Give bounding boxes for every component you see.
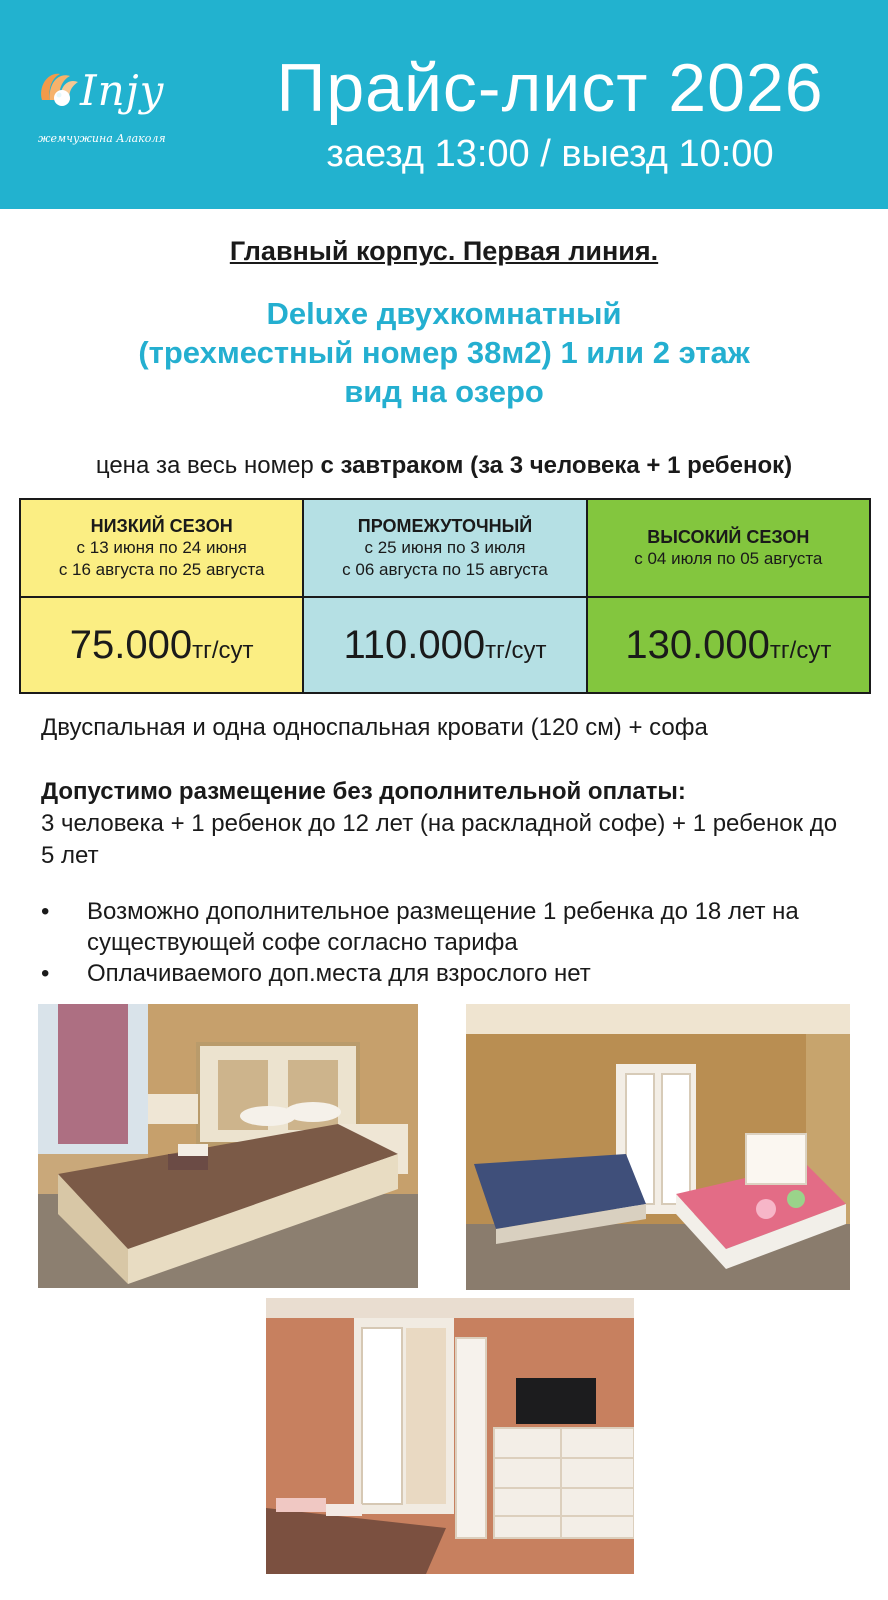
section-title: Главный корпус. Первая линия.: [229, 236, 659, 266]
price-note: [0, 452, 888, 480]
pearl-shell-icon: [36, 64, 86, 114]
checkin-checkout: заезд 13:00 / выезд 10:00: [326, 133, 774, 175]
photo-room-with-tv: [266, 1298, 634, 1574]
price-unit: тг/сут: [769, 636, 832, 664]
price-unit: тг/сут: [192, 636, 254, 664]
season-dates: с 06 августа по 15 августа: [342, 560, 548, 579]
photo-room-with-sofa: [466, 1004, 850, 1290]
allowance-block: [41, 776, 841, 872]
room-title-line: вид на озеро: [344, 374, 544, 409]
price-note-bold: с завтраком (за 3 человека + 1 ребенок): [320, 452, 793, 479]
price-value: 130.000: [625, 622, 770, 667]
season-name: ПРОМЕЖУТОЧНЫЙ: [357, 516, 533, 536]
logo: [36, 62, 176, 152]
price-table: [19, 498, 871, 694]
page-title: Прайс-лист 2026: [276, 50, 824, 126]
beds-description: Двуспальная и одна односпальная кровати (120 см) + софа: [41, 714, 708, 741]
notes-list: [41, 896, 841, 989]
season-name: НИЗКИЙ СЕЗОН: [90, 516, 233, 536]
room-title: [0, 294, 888, 411]
season-mid-header: [303, 499, 586, 597]
logo-tagline: жемчужина Алаколя: [38, 132, 166, 145]
logo-wordmark: Injy: [80, 66, 165, 115]
season-high-price: [587, 597, 870, 693]
room-title-line: (трехместный номер 38м2) 1 или 2 этаж: [138, 335, 750, 370]
season-high-header: [587, 499, 870, 597]
season-mid-price: [303, 597, 586, 693]
photo-bedroom: [38, 1004, 418, 1288]
price-unit: тг/сут: [485, 636, 547, 664]
season-low-price: [20, 597, 303, 693]
season-dates: с 16 августа по 25 августа: [58, 560, 265, 579]
allowance-heading: Допустимо размещение без дополнительной оплаты:: [41, 778, 686, 805]
season-dates: с 13 июня по 24 июня: [76, 538, 247, 557]
allowance-text: 3 человека + 1 ребенок до 12 лет (на раскладной софе) + 1 ребенок до 5 лет: [41, 810, 838, 869]
list-item: • Оплачиваемого доп.места для взрослого нет: [41, 958, 841, 989]
price-value: 110.000: [343, 622, 486, 667]
season-dates: с 04 июля по 05 августа: [634, 549, 823, 568]
season-dates: с 25 июня по 3 июля: [364, 538, 526, 557]
season-price-row: [20, 597, 870, 693]
season-low-header: [20, 499, 303, 597]
price-note-prefix: цена за весь номер: [95, 452, 321, 479]
room-title-line: Deluxe двухкомнатный: [266, 296, 622, 331]
season-header-row: [20, 499, 870, 597]
price-value: 75.000: [69, 622, 193, 667]
season-name: ВЫСОКИЙ СЕЗОН: [647, 527, 810, 547]
header-banner: [0, 0, 888, 209]
list-item: • Возможно дополнительное размещение 1 ребенка до 18 лет на существующей софе согласно тарифа: [41, 896, 841, 958]
